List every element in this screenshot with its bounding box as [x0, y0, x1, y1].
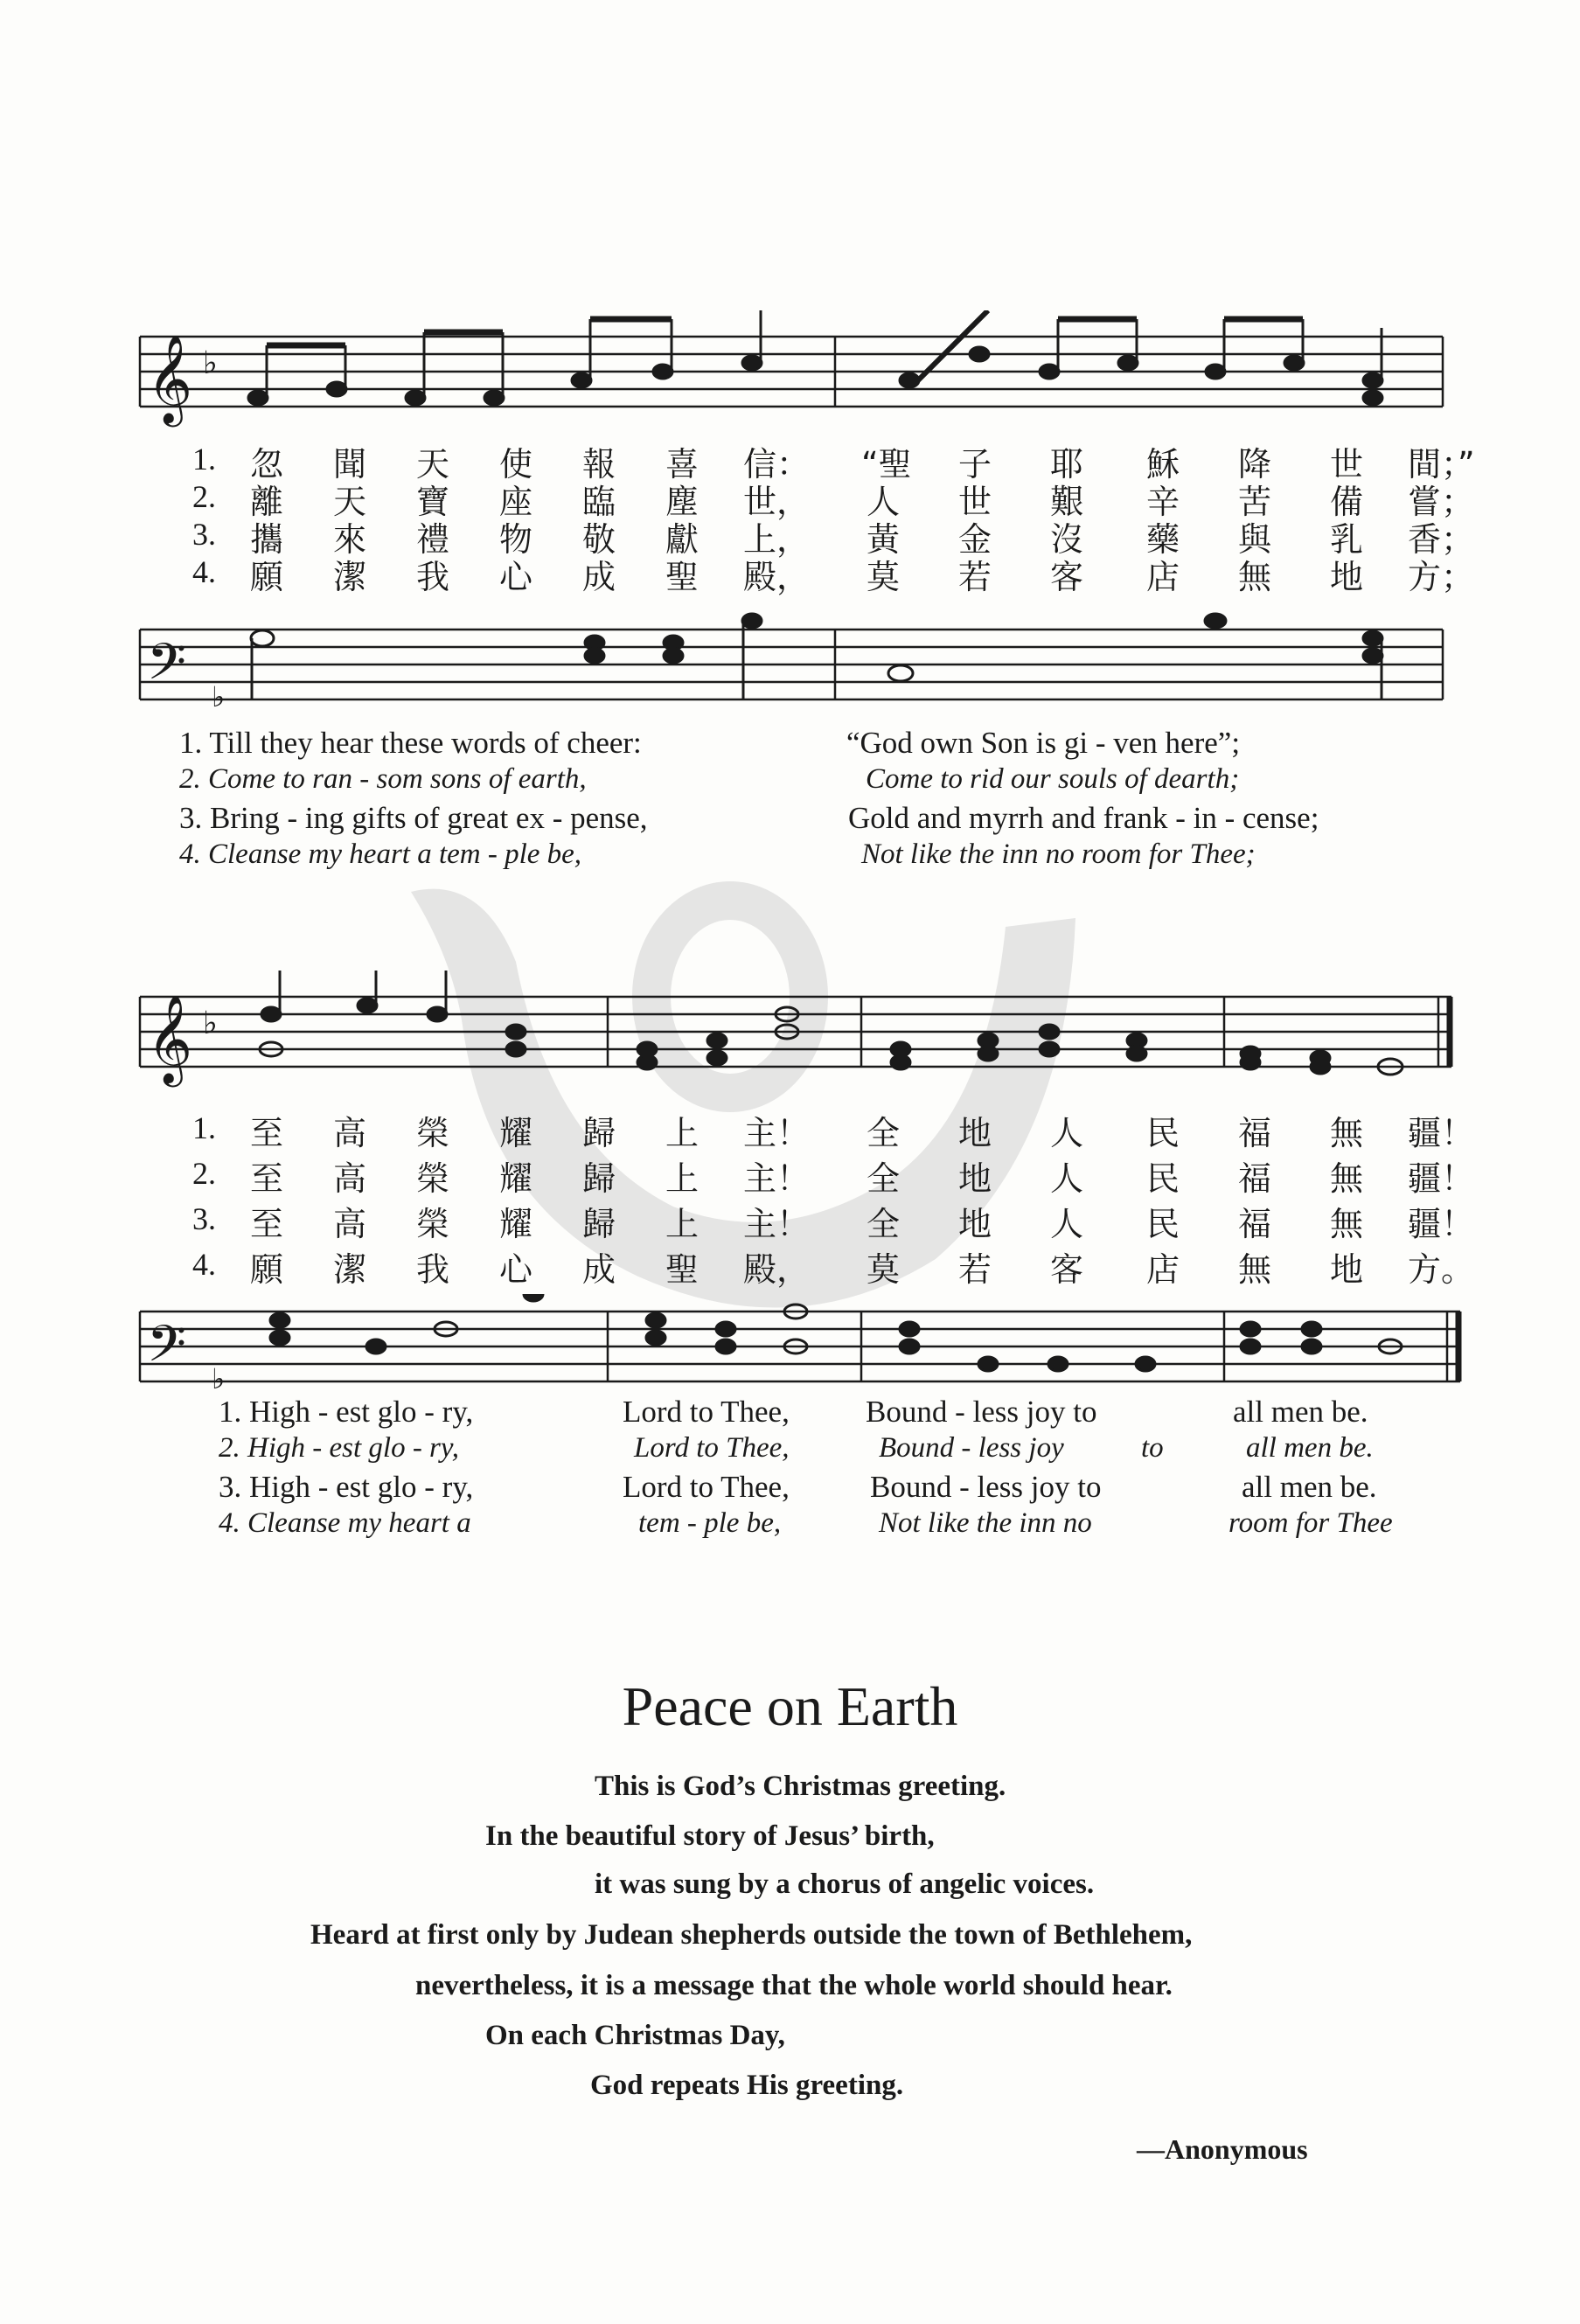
lyric-character: 店 — [1145, 1250, 1180, 1289]
lyric-character: 潔 — [332, 558, 366, 596]
lyric-segment: Lord to Thee, — [623, 1395, 790, 1429]
lyric-character: 寶 — [415, 483, 449, 521]
lyric-character: 與 — [1237, 520, 1271, 559]
lyric-character: 子 — [957, 445, 992, 484]
lyric-character: 苦 — [1237, 483, 1271, 521]
lyric-character: 殿， — [743, 1250, 811, 1289]
lyric-character: 方； — [1408, 558, 1475, 596]
lyric-character: 歸 — [581, 1159, 616, 1198]
chinese-verse-line — [0, 1242, 1580, 1289]
english-verse-line — [0, 1470, 1580, 1506]
lyric-character: 高 — [332, 1205, 366, 1243]
lyric-segment: 1. High - est glo - ry, — [219, 1395, 474, 1429]
lyric-character: 塵 — [665, 483, 699, 521]
svg-text:♭: ♭ — [212, 1362, 226, 1395]
lyric-character: 無 — [1329, 1159, 1363, 1198]
lyric-character: 間；” — [1408, 445, 1475, 484]
lyric-character: 聞 — [332, 445, 366, 484]
lyric-segment: Lord to Thee, — [634, 1432, 790, 1464]
lyric-character: 金 — [957, 520, 992, 559]
chinese-verse-line — [0, 1197, 1580, 1243]
lyric-character: 上 — [665, 1205, 699, 1243]
lyric-segment: all men be. — [1242, 1470, 1377, 1504]
lyric-character: 報 — [581, 445, 616, 484]
lyric-character: 民 — [1145, 1205, 1180, 1243]
lyric-segment: Bound - less joy to — [870, 1470, 1102, 1504]
lyric-character: 客 — [1049, 558, 1083, 596]
lyric-character: 艱 — [1049, 483, 1083, 521]
lyric-segment: to — [1141, 1432, 1164, 1464]
poem-author: —Anonymous — [1137, 2133, 1308, 2165]
poem-line: In the beautiful story of Jesus’ birth, — [485, 1820, 935, 1852]
lyric-character: 至 — [249, 1159, 283, 1198]
lyric-character: 人 — [1049, 1159, 1083, 1198]
lyric-character: 世， — [743, 483, 811, 521]
lyric-character: 人 — [1049, 1114, 1083, 1152]
lyric-segment: 4. Cleanse my heart a tem - ple be, — [179, 838, 582, 870]
lyric-character: 客 — [1049, 1250, 1083, 1289]
verse-number: 3. — [192, 517, 216, 552]
lyric-character: 耀 — [498, 1114, 532, 1152]
lyric-character: 耶 — [1049, 445, 1083, 484]
lyric-character: 民 — [1145, 1114, 1180, 1152]
verse-number: 2. — [192, 479, 216, 514]
lyric-character: 獻 — [665, 520, 699, 559]
lyric-segment: Bound - less joy to — [866, 1395, 1097, 1429]
lyric-segment: Come to rid our souls of dearth; — [866, 763, 1240, 795]
lyric-character: 福 — [1237, 1205, 1271, 1243]
verse-number: 2. — [192, 1156, 216, 1191]
svg-text:𝄢: 𝄢 — [147, 1314, 187, 1386]
lyric-character: 疆！ — [1408, 1205, 1475, 1243]
svg-text:𝄞: 𝄞 — [147, 333, 193, 423]
lyric-character: 全 — [866, 1114, 900, 1152]
lyric-character: 耀 — [498, 1205, 532, 1243]
poem-line: This is God’s Christmas greeting. — [595, 1771, 1006, 1802]
lyric-character: 降 — [1237, 445, 1271, 484]
lyric-character: 聖 — [665, 1250, 699, 1289]
verse-number: 1. — [192, 442, 216, 477]
lyric-character: 高 — [332, 1159, 366, 1198]
lyric-character: 疆！ — [1408, 1159, 1475, 1198]
lyric-character: 殿， — [743, 558, 811, 596]
lyric-character: 地 — [1329, 558, 1363, 596]
poem-title: Peace on Earth — [622, 1675, 958, 1737]
svg-text:♭: ♭ — [212, 680, 226, 713]
svg-text:𝄞: 𝄞 — [147, 993, 193, 1083]
lyric-character: “聖 — [861, 445, 912, 484]
lyric-segment: 3. Bring - ing gifts of great ex - pense, — [179, 801, 648, 835]
lyric-character: 沒 — [1049, 520, 1083, 559]
lyric-character: 至 — [249, 1114, 283, 1152]
lyric-character: 無 — [1329, 1205, 1363, 1243]
poem-line: God repeats His greeting. — [590, 2070, 904, 2101]
lyric-character: 我 — [415, 558, 449, 596]
lyric-character: 座 — [498, 483, 532, 521]
svg-text:♭: ♭ — [203, 345, 218, 381]
lyric-character: 耀 — [498, 1159, 532, 1198]
svg-text:𝄢: 𝄢 — [147, 632, 187, 704]
lyric-character: 乳 — [1329, 520, 1363, 559]
lyric-segment: Gold and myrrh and frank - in - cense; — [848, 801, 1319, 835]
lyric-character: 至 — [249, 1205, 283, 1243]
lyric-character: 禮 — [415, 520, 449, 559]
lyric-character: 物 — [498, 520, 532, 559]
lyric-character: 地 — [957, 1159, 992, 1198]
lyric-character: 莫 — [866, 558, 900, 596]
chinese-verse-line — [0, 550, 1580, 596]
lyric-character: 福 — [1237, 1114, 1271, 1152]
lyric-segment: 3. High - est glo - ry, — [219, 1470, 474, 1504]
poem-line: On each Christmas Day, — [485, 2020, 785, 2051]
lyric-character: 聖 — [665, 558, 699, 596]
lyric-character: 上 — [665, 1159, 699, 1198]
lyric-segment: 2. High - est glo - ry, — [219, 1432, 459, 1464]
lyric-character: 世 — [957, 483, 992, 521]
lyric-character: 攜 — [249, 520, 283, 559]
lyric-character: 信： — [743, 445, 811, 484]
lyric-character: 臨 — [581, 483, 616, 521]
lyric-character: 喜 — [665, 445, 699, 484]
poem-line: nevertheless, it is a message that the whole world should hear. — [415, 1970, 1173, 2001]
lyric-character: 店 — [1145, 558, 1180, 596]
lyric-character: 辛 — [1145, 483, 1180, 521]
lyric-segment: room for Thee — [1229, 1507, 1393, 1539]
lyric-segment: Not like the inn no — [879, 1507, 1092, 1539]
lyric-character: 忽 — [249, 445, 283, 484]
lyric-segment: 1. Till they hear these words of cheer: — [179, 726, 642, 760]
lyric-segment: Not like the inn no room for Thee; — [861, 838, 1256, 870]
english-verse-line — [0, 1432, 1580, 1469]
lyric-character: 心 — [498, 1250, 532, 1289]
lyric-segment: 4. Cleanse my heart a — [219, 1507, 471, 1539]
lyric-segment: all men be. — [1233, 1395, 1368, 1429]
svg-text:♭: ♭ — [203, 1005, 218, 1041]
lyric-segment: 2. Come to ran - som sons of earth, — [179, 763, 587, 795]
english-verse-line — [0, 726, 1580, 762]
lyric-character: 成 — [581, 558, 616, 596]
lyric-character: 地 — [1329, 1250, 1363, 1289]
lyric-character: 天 — [415, 445, 449, 484]
lyric-character: 主！ — [743, 1159, 811, 1198]
system1-bass-staff — [0, 612, 1580, 734]
lyric-segment: tem - ple be, — [638, 1507, 782, 1539]
lyric-character: 榮 — [415, 1205, 449, 1243]
lyric-segment: all men be. — [1246, 1432, 1374, 1464]
lyric-character: 上 — [665, 1114, 699, 1152]
lyric-character: 成 — [581, 1250, 616, 1289]
lyric-character: 榮 — [415, 1114, 449, 1152]
lyric-character: 藥 — [1145, 520, 1180, 559]
lyric-character: 上， — [743, 520, 811, 559]
lyric-character: 福 — [1237, 1159, 1271, 1198]
lyric-character: 主！ — [743, 1114, 811, 1152]
lyric-segment: Bound - less joy — [879, 1432, 1064, 1464]
lyric-character: 全 — [866, 1159, 900, 1198]
lyric-character: 主！ — [743, 1205, 811, 1243]
lyric-character: 使 — [498, 445, 532, 484]
chinese-verse-line — [0, 512, 1580, 559]
lyric-character: 嘗； — [1408, 483, 1475, 521]
lyric-character: 若 — [957, 558, 992, 596]
english-verse-line — [0, 1507, 1580, 1544]
lyric-character: 民 — [1145, 1159, 1180, 1198]
lyric-segment: Lord to Thee, — [623, 1470, 790, 1504]
lyric-character: 我 — [415, 1250, 449, 1289]
lyric-character: 無 — [1329, 1114, 1363, 1152]
lyric-character: 歸 — [581, 1205, 616, 1243]
english-verse-line — [0, 801, 1580, 838]
lyric-character: 敬 — [581, 520, 616, 559]
lyric-character: 榮 — [415, 1159, 449, 1198]
lyric-character: 疆！ — [1408, 1114, 1475, 1152]
chinese-verse-line — [0, 1106, 1580, 1152]
lyric-character: 來 — [332, 520, 366, 559]
lyric-character: 香； — [1408, 520, 1475, 559]
lyric-character: 若 — [957, 1250, 992, 1289]
lyric-character: 願 — [249, 1250, 283, 1289]
verse-number: 1. — [192, 1110, 216, 1145]
lyric-character: 莫 — [866, 1250, 900, 1289]
lyric-segment: “God own Son is gi - ven here”; — [846, 726, 1241, 760]
lyric-character: 黃 — [866, 520, 900, 559]
lyric-character: 心 — [498, 558, 532, 596]
lyric-character: 方。 — [1408, 1250, 1475, 1289]
verse-number: 4. — [192, 1247, 216, 1282]
verse-number: 3. — [192, 1201, 216, 1236]
chinese-verse-line — [0, 1152, 1580, 1198]
lyric-character: 備 — [1329, 483, 1363, 521]
english-verse-line — [0, 763, 1580, 800]
lyric-character: 世 — [1329, 445, 1363, 484]
lyric-character: 潔 — [332, 1250, 366, 1289]
lyric-character: 離 — [249, 483, 283, 521]
english-verse-line — [0, 838, 1580, 875]
lyric-character: 地 — [957, 1205, 992, 1243]
english-verse-line — [0, 1395, 1580, 1431]
lyric-character: 願 — [249, 558, 283, 596]
lyric-character: 無 — [1237, 558, 1271, 596]
lyric-character: 無 — [1237, 1250, 1271, 1289]
system2-treble-staff — [0, 971, 1580, 1102]
lyric-character: 歸 — [581, 1114, 616, 1152]
lyric-character: 全 — [866, 1205, 900, 1243]
lyric-character: 人 — [866, 483, 900, 521]
lyric-character: 天 — [332, 483, 366, 521]
poem-line: Heard at first only by Judean shepherds outside the town of Bethlehem, — [310, 1919, 1193, 1951]
chinese-verse-line — [0, 475, 1580, 521]
verse-number: 4. — [192, 554, 216, 589]
system1-treble-staff — [0, 310, 1580, 442]
lyric-character: 穌 — [1145, 445, 1180, 484]
poem-line: it was sung by a chorus of angelic voices. — [595, 1868, 1095, 1900]
chinese-verse-line — [0, 437, 1580, 484]
lyric-character: 地 — [957, 1114, 992, 1152]
lyric-character: 人 — [1049, 1205, 1083, 1243]
lyric-character: 高 — [332, 1114, 366, 1152]
